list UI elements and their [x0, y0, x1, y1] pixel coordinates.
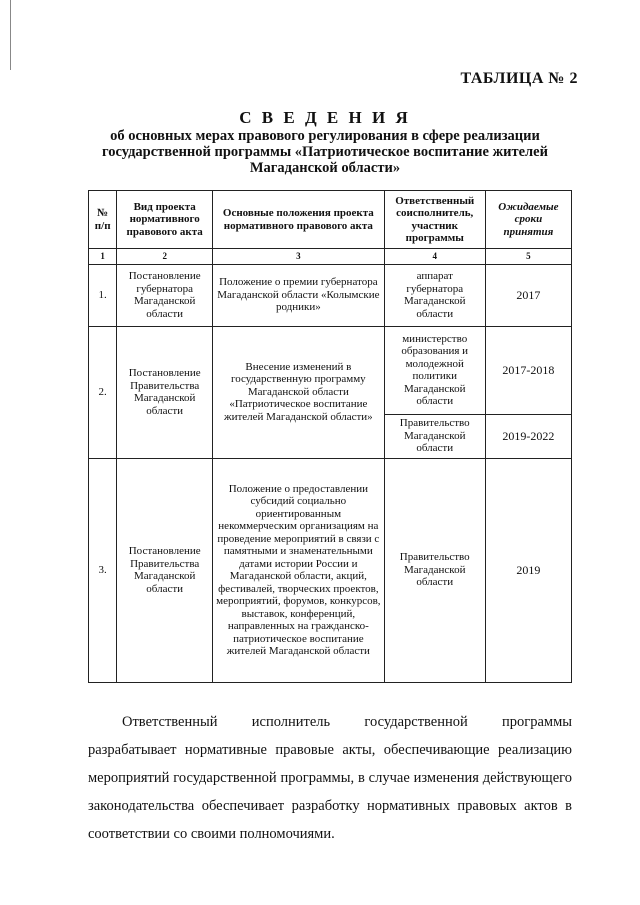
column-numbers-row	[89, 249, 572, 265]
row-provisions: Внесение изменений в государственную программу Магаданской области «Патриотическое воспитание жителей Магаданской области»	[213, 326, 385, 458]
table-label: ТАБЛИЦА № 2	[460, 70, 578, 87]
table-row	[89, 264, 572, 326]
row-term: 2019	[485, 458, 571, 682]
col-number: 5	[485, 249, 571, 265]
table-row	[89, 326, 572, 414]
row-provisions: Положение о премии губернатора Магаданской области «Колымские родники»	[213, 264, 385, 326]
heading-line-2: государственной программы «Патриотическое воспитание жителей	[102, 144, 548, 160]
row-type: Постановление губернатора Магаданской области	[117, 264, 213, 326]
col-number: 2	[117, 249, 213, 265]
table-row	[89, 458, 572, 682]
row-executor: Правительство Магаданской области	[384, 414, 485, 458]
header-num: № п/п	[89, 191, 117, 249]
table-header-row	[89, 191, 572, 249]
header-executor: Ответственный соисполнитель, участник программы	[384, 191, 485, 249]
document-heading	[80, 110, 570, 176]
row-num: 2.	[89, 326, 117, 458]
row-num: 3.	[89, 458, 117, 682]
row-provisions: Положение о предоставлении субсидий социально ориентированным некоммерческим организациям на проведение мероприятий в связи с памятными и знаменательными датами истории России и Магаданской области, акций, фестивалей, творческих проектов, мероприятий, форумов, конкурсов, выставок, конференций, направленных на гражданско-патриотическое воспитание жителей Магаданской области	[213, 458, 385, 682]
heading-title: С В Е Д Е Н И Я	[239, 108, 411, 127]
row-term: 2017-2018	[485, 326, 571, 414]
header-terms: Ожидаемые сроки принятия	[485, 191, 571, 249]
row-num: 1.	[89, 264, 117, 326]
row-executor: министерство образования и молодежной политики Магаданской области	[384, 326, 485, 414]
row-term: 2019-2022	[485, 414, 571, 458]
row-type: Постановление Правительства Магаданской области	[117, 326, 213, 458]
measures-table	[88, 190, 572, 683]
body-paragraph	[88, 708, 572, 848]
paragraph-text: Ответственный исполнитель государственной программы разрабатывает нормативные правовые акты, обеспечивающие реализацию мероприятий государственной программы, в случае изменения действующего законодательства обеспечивает разработку нормативных правовых актов в соответствии со своими полномочиями.	[88, 714, 572, 842]
row-type: Постановление Правительства Магаданской области	[117, 458, 213, 682]
heading-line-3: Магаданской области»	[249, 160, 401, 176]
heading-line-1: об основных мерах правового регулирования в сфере реализации	[110, 128, 540, 144]
page-edge-mark	[10, 0, 11, 70]
col-number: 4	[384, 249, 485, 265]
header-type: Вид проекта нормативного правового акта	[117, 191, 213, 249]
col-number: 3	[213, 249, 385, 265]
row-term: 2017	[485, 264, 571, 326]
row-executor: Правительство Магаданской области	[384, 458, 485, 682]
col-number: 1	[89, 249, 117, 265]
row-executor: аппарат губернатора Магаданской области	[384, 264, 485, 326]
header-provisions: Основные положения проекта нормативного правового акта	[213, 191, 385, 249]
